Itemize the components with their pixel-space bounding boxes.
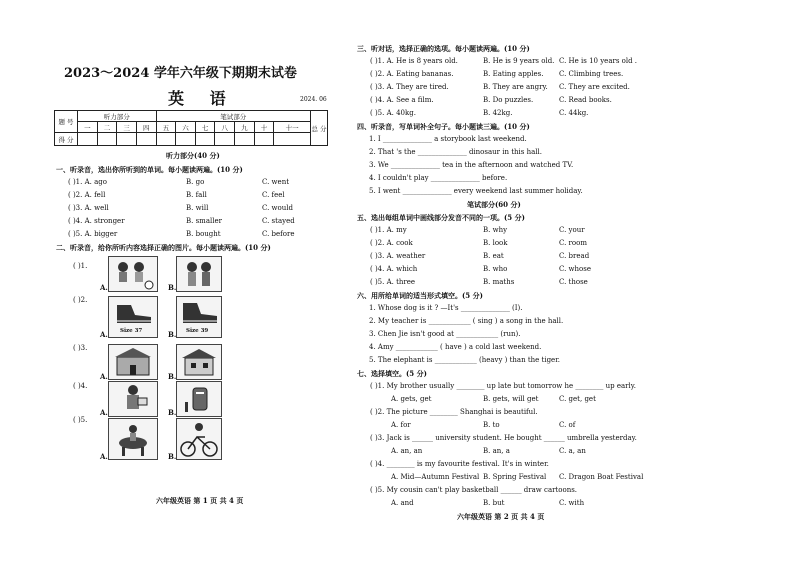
- q5-item-1-a: ( )1. A. my: [370, 226, 407, 234]
- listening-section-title: 听力部分(40 分): [166, 151, 220, 160]
- exam-title: 2023～2024 学年六年级下期期末试卷: [64, 66, 297, 81]
- q7-item-3-question: ( )3. Jack is ______ university student. He bought ______ umbrella yesterday.: [370, 434, 637, 442]
- writing-header: 笔试部分: [156, 111, 311, 122]
- q7-item-4-b: B. Spring Festival: [483, 473, 547, 481]
- q3-heading: 三、听对话，选择正确的选项。每小题读两遍。(10 分): [357, 44, 530, 53]
- q7-heading: 七、选择填空。(5 分): [357, 369, 427, 378]
- col-5: 五: [156, 122, 176, 133]
- col-4: 四: [136, 122, 156, 133]
- shoe-size-a: Size 37: [120, 328, 143, 334]
- q5-item-5-b: B. maths: [483, 278, 515, 286]
- q2-5-b-cyclist-image: [176, 418, 222, 460]
- q3-item-2-a: ( )2. A. Eating bananas.: [370, 70, 454, 78]
- q2-item-2-a-label: A.: [100, 330, 108, 339]
- q2-item-3: ( )3.: [73, 344, 88, 352]
- col-2: 二: [97, 122, 117, 133]
- right-page: [357, 0, 794, 561]
- q7-item-3-a: A. an, an: [391, 447, 423, 455]
- q5-item-1-b: B. why: [483, 226, 508, 234]
- q4-heading: 四、听录音，写单词补全句子。每小题读三遍。(10 分): [357, 122, 530, 131]
- q2-item-3-a-label: A.: [100, 372, 108, 381]
- q3-item-5-a: ( )5. A. 40kg.: [370, 109, 416, 117]
- q2-item-2: ( )2.: [73, 296, 88, 304]
- q5-item-3-c: C. bread: [559, 252, 590, 260]
- q7-item-3-c: C. a, an: [559, 447, 586, 455]
- q1-item-2-c: C. feel: [262, 191, 285, 199]
- q7-item-1-a: A. gets, get: [391, 395, 432, 403]
- q2-item-5-a-label: A.: [100, 452, 108, 461]
- q4-item-5: 5. I went ______________ every weekend last summer holiday.: [369, 187, 583, 195]
- q5-item-2-c: C. room: [559, 239, 587, 247]
- q1-item-3-c: C. would: [262, 204, 293, 212]
- shoe-size-b: Size 39: [186, 328, 209, 334]
- exam-date: 2024. 06: [300, 96, 327, 103]
- q6-item-5: 5. The elephant is ____________ (heavy ) than the tiger.: [369, 356, 561, 364]
- left-footer: 六年级英语 第 1 页 共 4 页: [156, 496, 244, 505]
- q7-item-4-a: A. Mid—Autumn Festival: [391, 473, 480, 481]
- q6-item-1: 1. Whose dog is it ? —It's ______________ (I).: [369, 304, 523, 312]
- subject-title: 英 语: [168, 89, 236, 108]
- q1-item-1-a: ( )1. A. ago: [68, 178, 107, 186]
- col-10: 十: [254, 122, 274, 133]
- q6-item-4: 4. Amy ____________ ( have ) a cold last weekend.: [369, 343, 542, 351]
- q5-item-4-c: C. whose: [559, 265, 592, 273]
- col-8: 八: [215, 122, 235, 133]
- q6-item-2: 2. My teacher is ____________ ( sing ) a song in the hall.: [369, 317, 564, 325]
- q1-item-1-b: B. go: [186, 178, 205, 186]
- score-table: [54, 110, 328, 146]
- col-6: 六: [176, 122, 196, 133]
- q2-1-a-kids-football-image: [108, 256, 158, 292]
- col-9: 九: [235, 122, 255, 133]
- q5-item-5-c: C. those: [559, 278, 588, 286]
- q1-heading: 一、听录音，选出你所听到的单词。每小题读两遍。(10 分): [56, 165, 243, 174]
- q2-4-b-postbox-image: [176, 381, 222, 417]
- q5-item-3-b: B. eat: [483, 252, 504, 260]
- q7-item-1-b: B. gets, will get: [483, 395, 539, 403]
- q3-item-4-b: B. Do puzzles.: [483, 96, 534, 104]
- q7-item-4-question: ( )4. ________ is my favourite festival. It's in winter.: [370, 460, 549, 468]
- q7-item-2-b: B. to: [483, 421, 500, 429]
- q2-item-5-b-label: B.: [168, 452, 177, 461]
- q2-heading: 二、听录音，给你所听内容选择正确的图片。每小题读两遍。(10 分): [56, 243, 271, 252]
- right-footer: 六年级英语 第 2 页 共 4 页: [457, 512, 545, 521]
- q2-item-4: ( )4.: [73, 382, 88, 390]
- q6-item-3: 3. Chen Jie isn't good at ____________ (run).: [369, 330, 521, 338]
- q2-item-1-b-label: B.: [168, 283, 177, 292]
- q1-item-2-b: B. fall: [186, 191, 207, 199]
- q2-5-a-horse-rider-image: [108, 418, 158, 460]
- q2-4-a-postman-image: [108, 381, 158, 417]
- q2-item-4-a-label: A.: [100, 408, 108, 417]
- q5-item-2-b: B. look: [483, 239, 508, 247]
- row-label-score: 得 分: [55, 133, 78, 146]
- q3-item-1-a: ( )1. A. He is 8 years old.: [370, 57, 458, 65]
- q1-item-1-c: C. went: [262, 178, 290, 186]
- q4-item-3: 3. We ______________ tea in the afternoon and watched TV.: [369, 161, 574, 169]
- listening-header: 听力部分: [78, 111, 157, 122]
- q7-item-2-c: C. of: [559, 421, 576, 429]
- q3-item-5-c: C. 44kg.: [559, 109, 589, 117]
- q7-item-5-a: A. and: [391, 499, 414, 507]
- q1-item-5-a: ( )5. A. bigger: [68, 230, 118, 238]
- q3-item-2-c: C. Climbing trees.: [559, 70, 624, 78]
- col-11: 十一: [274, 122, 311, 133]
- q5-item-3-a: ( )3. A. weather: [370, 252, 426, 260]
- q1-item-4-c: C. stayed: [262, 217, 295, 225]
- q5-item-2-a: ( )2. A. cook: [370, 239, 413, 247]
- q3-item-3-c: C. They are excited.: [559, 83, 630, 91]
- q1-item-4-b: B. smaller: [186, 217, 222, 225]
- q1-item-3-b: B. will: [186, 204, 209, 212]
- q2-3-a-school-building-image: [108, 344, 158, 380]
- q2-item-3-b-label: B.: [168, 372, 177, 381]
- q2-item-1: ( )1.: [73, 262, 88, 270]
- q1-item-5-b: B. bought: [186, 230, 221, 238]
- total-header: 总 分: [311, 111, 328, 146]
- q5-item-5-a: ( )5. A. three: [370, 278, 416, 286]
- q2-item-5: ( )5.: [73, 416, 88, 424]
- q7-item-5-question: ( )5. My cousin can't play basketball ______ draw cartoons.: [370, 486, 578, 494]
- q3-item-4-a: ( )4. A. See a film.: [370, 96, 434, 104]
- q7-item-5-c: C. with: [559, 499, 585, 507]
- q2-3-b-house-image: [176, 344, 222, 380]
- col-3: 三: [117, 122, 137, 133]
- q1-item-4-a: ( )4. A. stronger: [68, 217, 125, 225]
- q1-item-3-a: ( )3. A. well: [68, 204, 109, 212]
- q5-heading: 五、选出每组单词中画线部分发音不同的一项。(5 分): [357, 213, 525, 222]
- q4-item-1: 1. I ______________ a storybook last weekend.: [369, 135, 527, 143]
- q2-item-1-a-label: A.: [100, 283, 108, 292]
- col-7: 七: [195, 122, 215, 133]
- writing-section-title: 笔试部分(60 分): [467, 200, 521, 209]
- row-label-number: 题 号: [55, 111, 78, 133]
- q4-item-4: 4. I couldn't play ______________ before.: [369, 174, 508, 182]
- col-1: 一: [78, 122, 98, 133]
- q5-item-4-a: ( )4. A. which: [370, 265, 418, 273]
- q2-item-2-b-label: B.: [168, 330, 177, 339]
- q3-item-1-b: B. He is 9 years old.: [483, 57, 555, 65]
- q4-item-2: 2. That 's the ______________ dinosaur in this hall.: [369, 148, 542, 156]
- q6-heading: 六、用所给单词的适当形式填空。(5 分): [357, 291, 483, 300]
- q3-item-4-c: C. Read books.: [559, 96, 612, 104]
- q5-item-1-c: C. your: [559, 226, 585, 234]
- q7-item-3-b: B. an, a: [483, 447, 510, 455]
- q7-item-4-c: C. Dragon Boat Festival: [559, 473, 644, 481]
- q7-item-5-b: B. but: [483, 499, 505, 507]
- q3-item-2-b: B. Eating apples.: [483, 70, 544, 78]
- q7-item-2-a: A. for: [391, 421, 411, 429]
- q7-item-2-question: ( )2. The picture ________ Shanghai is beautiful.: [370, 408, 538, 416]
- q7-item-1-question: ( )1. My brother usually ________ up late but tomorrow he ________ up early.: [370, 382, 636, 390]
- q2-item-4-b-label: B.: [168, 408, 177, 417]
- q1-item-5-c: C. before: [262, 230, 295, 238]
- q3-item-3-a: ( )3. A. They are tired.: [370, 83, 449, 91]
- q3-item-1-c: C. He is 10 years old .: [559, 57, 638, 65]
- q3-item-3-b: B. They are angry.: [483, 83, 548, 91]
- q5-item-4-b: B. who: [483, 265, 508, 273]
- q2-1-b-kids-standing-image: [176, 256, 222, 292]
- q3-item-5-b: B. 42kg.: [483, 109, 513, 117]
- q7-item-1-c: C. get, get: [559, 395, 596, 403]
- q1-item-2-a: ( )2. A. fell: [68, 191, 106, 199]
